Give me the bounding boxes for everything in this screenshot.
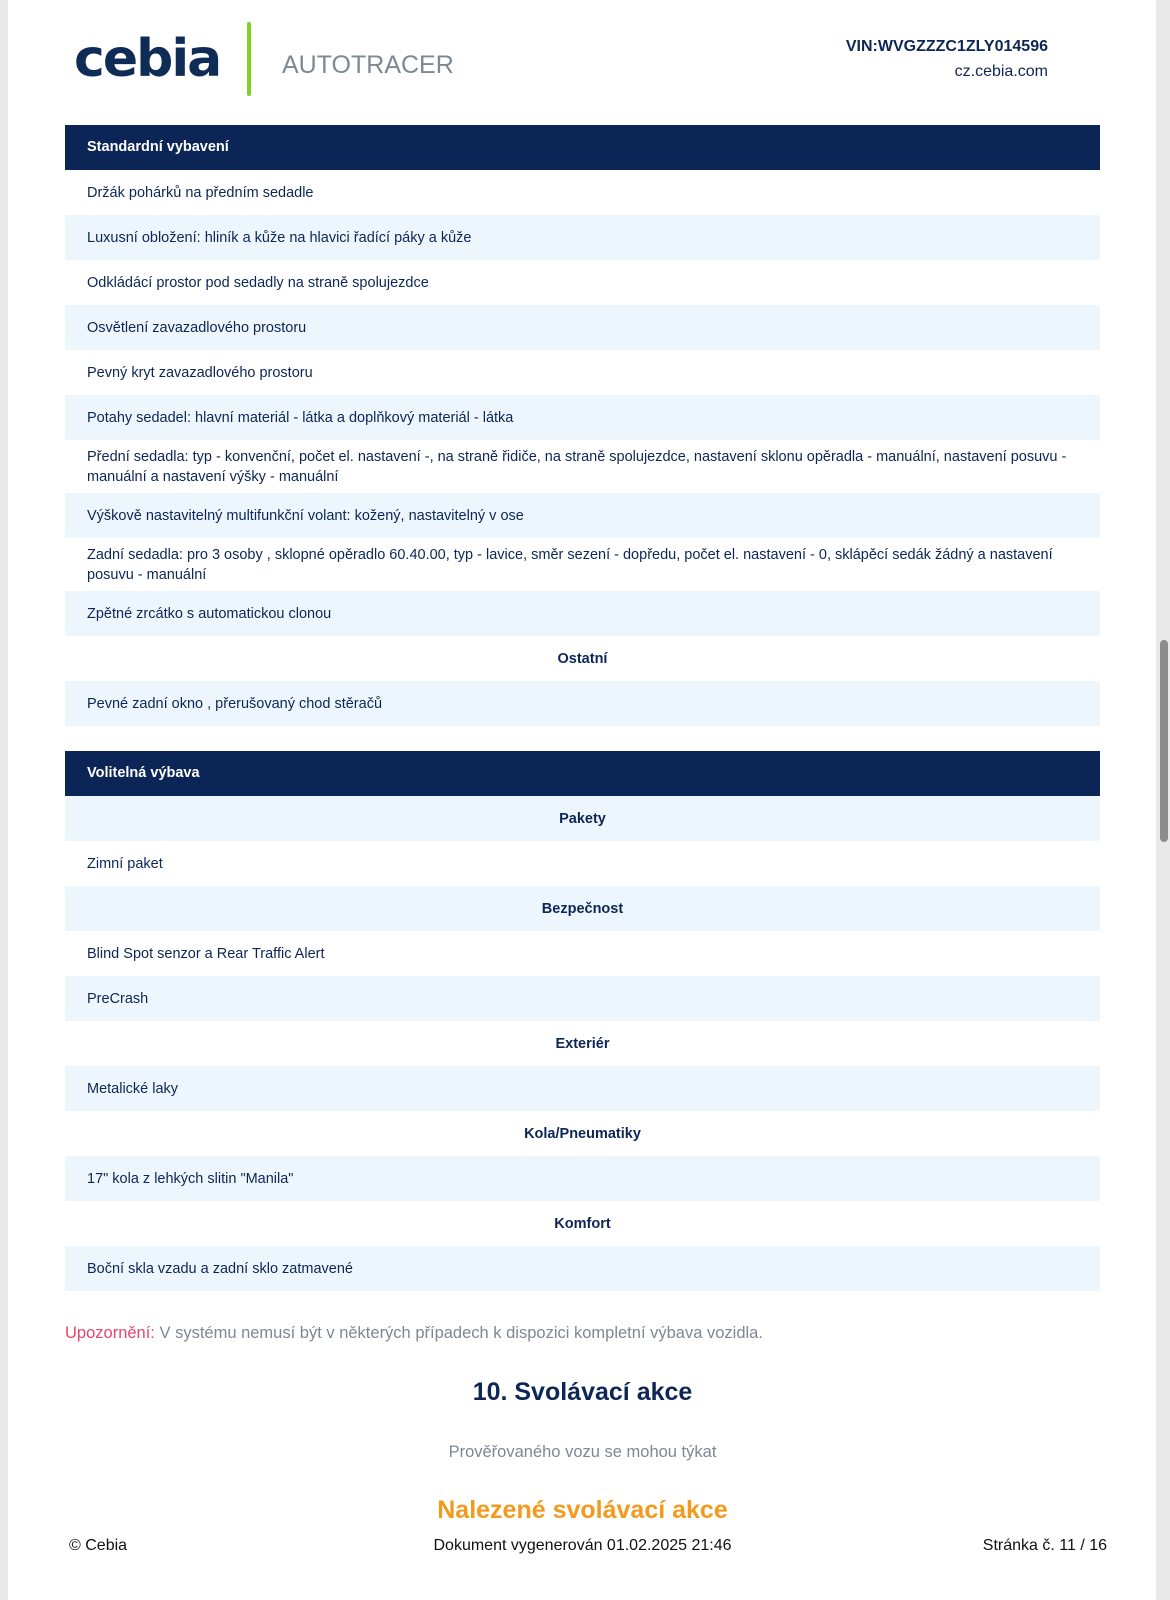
logo-wordmark: cebia	[74, 29, 221, 89]
list-item: Osvětlení zavazadlového prostoru	[65, 305, 1100, 350]
section-header: Volitelná výbava	[65, 751, 1100, 796]
footer-generated: Dokument vygenerován 01.02.2025 21:46	[433, 1537, 732, 1554]
equipment-warning	[65, 1324, 763, 1343]
subgroup-header: Ostatní	[557, 650, 608, 667]
list-item: Boční skla vzadu a zadní sklo zatmavené	[65, 1246, 1100, 1291]
list-item: Pevné zadní okno , přerušovaný chod stěračů	[65, 681, 1100, 726]
report-page	[8, 0, 1156, 1600]
footer-copyright: © Cebia	[69, 1537, 128, 1554]
section-header: Standardní vybavení	[65, 125, 1100, 170]
list-item: Pevný kryt zavazadlového prostoru	[87, 364, 313, 381]
logo-product-name: AUTOTRACER	[282, 51, 454, 79]
recall-section-title: 10. Svolávací akce	[472, 1378, 693, 1406]
list-item: Odkládácí prostor pod sedadly na straně spolujezdce	[87, 274, 429, 291]
list-item: Zadní sedadla: pro 3 osoby , sklopné opěradlo 60.40.00, typ - lavice, směr sezení - dopředu, počet el. nastavení - 0, sklápěcí sedák žádný a nastavení posuvu - manuální	[87, 546, 1053, 583]
list-item: Blind Spot senzor a Rear Traffic Alert	[87, 945, 325, 962]
list-item: Zimní paket	[87, 855, 163, 872]
list-item: Přední sedadla: typ - konvenční, počet el. nastavení -, na straně řidiče, na straně spolujezdce, nastavení sklonu opěradla - manuální, nastavení posuvu - manuální a nastavení výšky - manuální	[87, 448, 1067, 485]
list-item: Výškově nastavitelný multifunkční volant: kožený, nastavitelný v ose	[65, 493, 1100, 538]
list-item: PreCrash	[65, 976, 1100, 1021]
scrollbar-thumb[interactable]	[1160, 640, 1168, 842]
subgroup-header: Kola/Pneumatiky	[524, 1125, 641, 1142]
list-item: Potahy sedadel: hlavní materiál - látka a doplňkový materiál - látka	[65, 395, 1100, 440]
recall-subtitle: Prověřovaného vozu se mohou týkat	[448, 1443, 717, 1461]
site-url: cz.cebia.com	[954, 63, 1048, 80]
list-item: Držák pohárků na předním sedadle	[87, 184, 314, 201]
subgroup-header: Exteriér	[555, 1035, 610, 1052]
list-item: Metalické laky	[65, 1066, 1100, 1111]
list-item: 17" kola z lehkých slitin "Manila"	[65, 1156, 1100, 1201]
standard-equipment-section	[65, 125, 1100, 726]
optional-equipment-section	[65, 751, 1100, 1291]
vin-number: VIN:WVGZZZC1ZLY014596	[845, 38, 1048, 55]
subgroup-header: Bezpečnost	[65, 886, 1100, 931]
subgroup-header: Komfort	[554, 1215, 611, 1232]
footer-page-number: Stránka č. 11 / 16	[982, 1537, 1107, 1554]
subgroup-header: Pakety	[65, 796, 1100, 841]
found-recalls-heading: Nalezené svolávací akce	[437, 1496, 728, 1524]
warning-label: Upozornění:	[65, 1324, 155, 1342]
list-item: Luxusní obložení: hliník a kůže na hlavici řadící páky a kůže	[65, 215, 1100, 260]
warning-text: V systému nemusí být v některých případech k dispozici kompletní výbava vozidla.	[154, 1324, 763, 1342]
list-item: Zpětné zrcátko s automatickou clonou	[65, 591, 1100, 636]
logo-divider	[247, 22, 251, 96]
